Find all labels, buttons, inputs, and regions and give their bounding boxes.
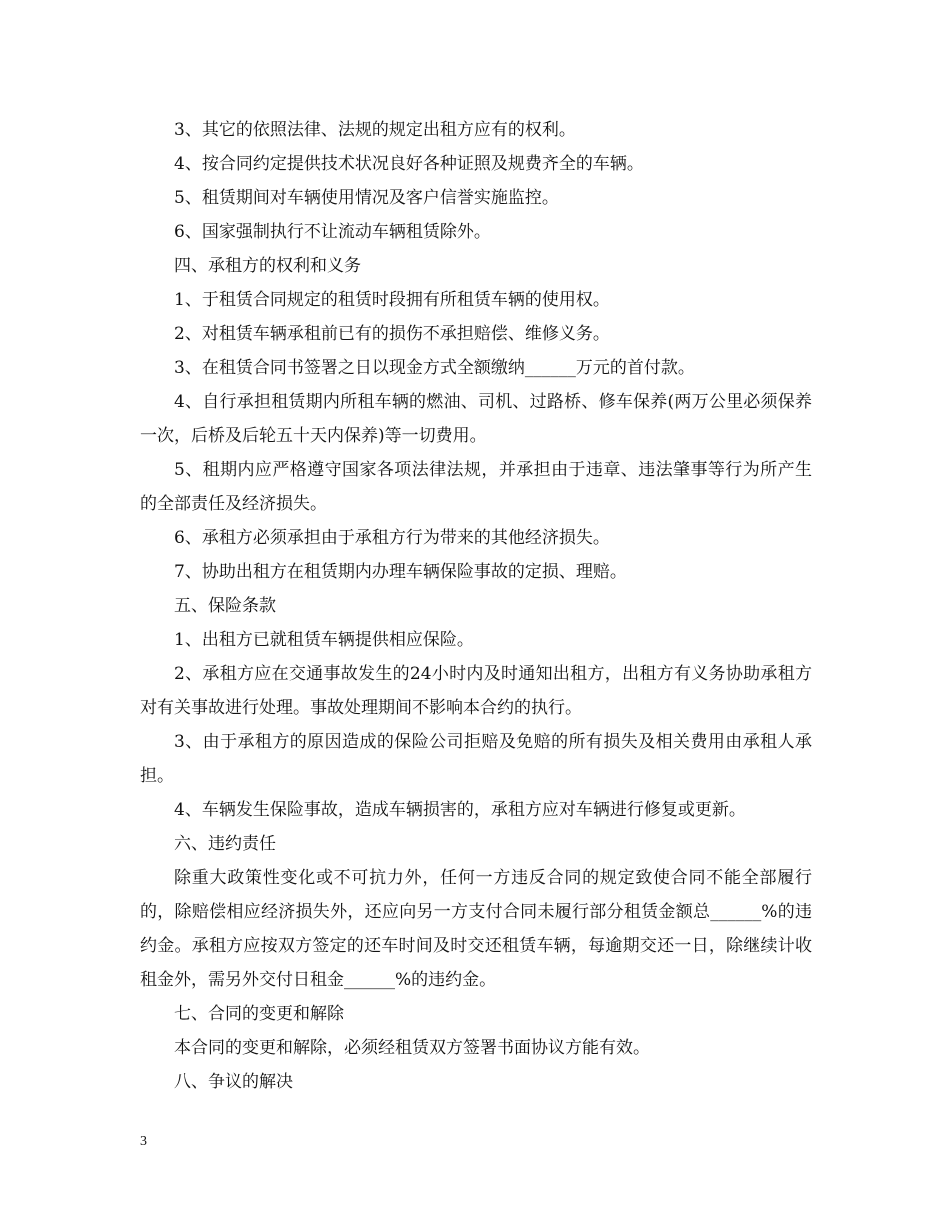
paragraph-lessor-right-5: 5、租赁期间对车辆使用情况及客户信誉实施监控。 (174, 188, 559, 208)
paragraph-lessor-right-6: 6、国家强制执行不让流动车辆租赁除外。 (174, 222, 491, 242)
paragraph-lessee-item-4: 4、自行承担租赁期内所租车辆的燃油、司机、过路桥、修车保养(两万公里必须保养一次，后桥及后轮五十天内保养)等一切费用。 (140, 392, 812, 446)
document-body (140, 113, 812, 1099)
paragraph-lessee-item-2: 2、对租赁车辆承租前已有的损伤不承担赔偿、维修义务。 (174, 324, 610, 344)
paragraph-lessee-item-7: 7、协助出租方在租赁期内办理车辆保险事故的定损、理赔。 (174, 562, 627, 582)
paragraph-insurance-item-4: 4、车辆发生保险事故，造成车辆损害的，承租方应对车辆进行修复或更新。 (174, 800, 746, 820)
paragraph-insurance-item-3: 3、由于承租方的原因造成的保险公司拒赔及免赔的所有损失及相关费用由承租人承担。 (140, 732, 812, 786)
section-heading-insurance: 五、保险条款 (174, 596, 276, 616)
paragraph-amendment-terms: 本合同的变更和解除，必须经租赁双方签署书面协议方能有效。 (174, 1038, 650, 1058)
section-heading-dispute: 八、争议的解决 (174, 1072, 293, 1092)
section-heading-breach: 六、违约责任 (174, 834, 276, 854)
paragraph-lessor-right-4: 4、按合同约定提供技术状况良好各种证照及规费齐全的车辆。 (174, 154, 644, 174)
paragraph-lessee-item-1: 1、于租赁合同规定的租赁时段拥有所租赁车辆的使用权。 (174, 290, 610, 310)
paragraph-lessee-item-3: 3、在租赁合同书签署之日以现金方式全额缴纳______万元的首付款。 (174, 358, 695, 378)
paragraph-insurance-item-2: 2、承租方应在交通事故发生的24小时内及时通知出租方，出租方有义务协助承租方对有关事故进行处理。事故处理期间不影响本合约的执行。 (140, 664, 812, 718)
page-number: 3 (140, 1134, 147, 1149)
section-heading-amendment: 七、合同的变更和解除 (174, 1004, 344, 1024)
paragraph-lessee-item-5: 5、租期内应严格遵守国家各项法律法规，并承担由于违章、违法肇事等行为所产生的全部责任及经济损失。 (140, 460, 812, 514)
paragraph-lessee-item-6: 6、承租方必须承担由于承租方行为带来的其他经济损失。 (174, 528, 610, 548)
paragraph-insurance-item-1: 1、出租方已就租赁车辆提供相应保险。 (174, 630, 474, 650)
paragraph-breach-terms: 除重大政策性变化或不可抗力外，任何一方违反合同的规定致使合同不能全部履行的，除赔偿相应经济损失外，还应向另一方支付合同未履行部分租赁金额总______%的违约金。承租方应按双方签定的还车时间及时交还租赁车辆，每逾期交还一日，除继续计收租金外，需另外交付日租金______%的违约金。 (140, 868, 812, 990)
section-heading-lessee-rights: 四、承租方的权利和义务 (174, 256, 361, 276)
paragraph-lessor-right-3: 3、其它的依照法律、法规的规定出租方应有的权利。 (174, 120, 576, 140)
